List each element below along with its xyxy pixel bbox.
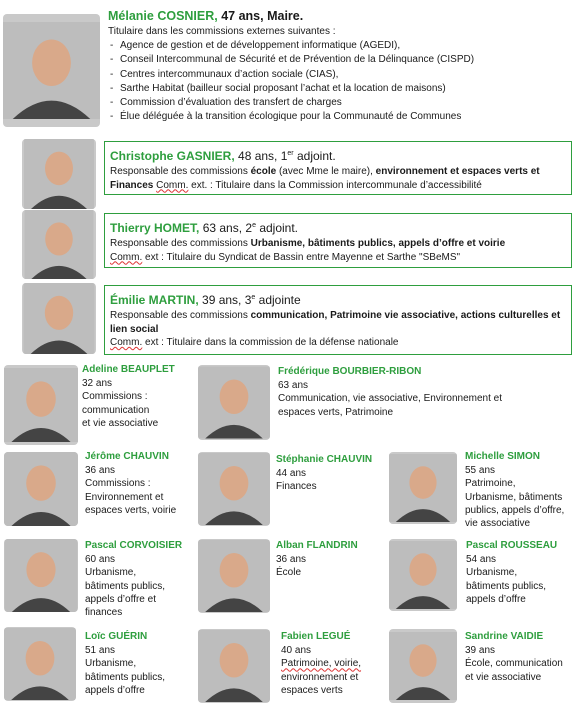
text: Environnement et (85, 491, 164, 503)
text: Urbanisme, (85, 658, 137, 670)
text: ext : Titulaire dans la commission de la défense nationale (142, 337, 399, 348)
text: Commissions : (82, 391, 148, 403)
mayor-photo (3, 14, 100, 127)
text: Responsable des commissions (110, 238, 251, 249)
text: Urbanisme, (85, 567, 137, 579)
text: Urbanisme, (466, 567, 518, 579)
adjoint-1-sup: er (287, 150, 294, 157)
list-item: - Sarthe Habitat (bailleur social proposant l’achat et la location de maisons) (120, 82, 578, 96)
councillor-photo (198, 365, 270, 440)
councillor-info (281, 630, 391, 697)
councillor-info (85, 539, 195, 619)
councillor-name: Jérôme CHAUVIN (85, 451, 169, 462)
text: 55 ans (465, 465, 496, 476)
text: Responsable des commissions (110, 310, 251, 321)
councillor-name: Frédérique BOURBIER-RIBON (278, 366, 422, 377)
text: 54 ans (466, 554, 497, 565)
councillor-name: Adeline BEAUPLET (82, 364, 175, 375)
councillor-name: Loïc GUÉRIN (85, 631, 148, 642)
text: communication, Patrimoine vie associative, actions culturelles et lien social (110, 310, 561, 335)
councillor-photo (4, 452, 78, 526)
text: appels d’offre (85, 684, 145, 696)
text: bâtiments publics, (85, 580, 166, 592)
mayor-commission-list (108, 39, 578, 124)
councillor-name: Sandrine VAIDIE (465, 631, 544, 642)
text: 40 ans (281, 645, 312, 656)
text: ext. : Titulaire dans la Commission intercommunale d’accessibilité (188, 179, 482, 191)
text: finances (85, 607, 123, 619)
text: bâtiments publics, (85, 671, 166, 683)
list-item: - Commission d’évaluation des transfert de charges (120, 96, 578, 110)
text: 51 ans (85, 645, 116, 656)
text: Patrimoine, (465, 478, 516, 490)
text: Comm. (110, 337, 143, 348)
councillor-info (85, 450, 195, 517)
list-item: - Conseil Intercommunal de Sécurité et de Prévention de la Délinquance (CISPD) (120, 53, 578, 67)
list-item: - Agence de gestion et de développement informatique (AGEDI), (120, 39, 578, 53)
councillor-info (276, 453, 386, 494)
text: 36 ans (276, 554, 307, 565)
text: appels d’offre et (85, 593, 156, 605)
councillor-info (466, 539, 578, 606)
text: communication (82, 404, 150, 416)
councillor-photo (198, 539, 270, 613)
text: Comm. (110, 251, 143, 263)
text: école (250, 166, 277, 177)
text: 44 ans (276, 468, 307, 479)
text: Responsable des commissions (110, 166, 251, 177)
councillor-name: Alban FLANDRIN (276, 540, 358, 551)
adjoint-3-age: 39 ans, 3 (198, 293, 252, 307)
adjoint-2-photo (22, 210, 96, 279)
councillor-name: Fabien LEGUÉ (281, 631, 351, 642)
councillor-name: Michelle SIMON (465, 451, 541, 462)
text: École, communication (465, 658, 563, 670)
text: publics, appels d’offre, (465, 504, 565, 516)
text: espaces verts, Patrimoine (278, 406, 394, 418)
text: École (276, 567, 302, 579)
councillor-photo (389, 539, 457, 611)
councillor-photo (198, 452, 270, 526)
text: ext : Titulaire du Syndicat de Bassin entre Mayenne et Sarthe "SBeMS" (142, 251, 461, 263)
list-item: - Élue déléguée à la transition écologique pour la Communauté de Communes (120, 110, 578, 124)
councillor-info (276, 539, 386, 580)
text: espaces verts (281, 684, 343, 696)
text: Commissions : (85, 478, 151, 490)
text: vie associative (465, 518, 531, 530)
adjoint-1-age: 48 ans, 1 (234, 149, 288, 163)
adjoint-3-name: Émilie MARTIN, (110, 293, 199, 307)
adjoint-2-age: 63 ans, 2 (199, 221, 253, 235)
councillor-name: Pascal ROUSSEAU (466, 540, 558, 551)
list-item: - Centres intercommunaux d’action sociale (CIAS), (120, 68, 578, 82)
text: (avec Mme le maire), (276, 166, 376, 177)
text: Communication, vie associative, Environnement et (278, 393, 502, 405)
councillor-photo (4, 365, 78, 445)
councillor-photo (389, 452, 457, 524)
councillor-info (465, 450, 577, 530)
councillor-photo (4, 539, 78, 612)
text: Urbanisme, bâtiments publics, appels d’offre et voirie (250, 238, 506, 249)
adjoint-3-photo (22, 283, 96, 354)
adjoint-3-box (104, 285, 572, 355)
adjoint-2-role: adjoint. (255, 221, 299, 235)
text: bâtiments publics, (466, 580, 547, 592)
text: 60 ans (85, 554, 116, 565)
adjoint-2-box (104, 213, 572, 268)
mayor-info (108, 8, 578, 124)
adjoint-2-name: Thierry HOMET, (110, 221, 200, 235)
councillor-info (278, 365, 568, 419)
text: espaces verts, voirie (85, 504, 177, 516)
councillor-photo (4, 627, 76, 701)
adjoint-1-name: Christophe GASNIER, (110, 149, 235, 163)
text: Comm. (156, 179, 189, 191)
adjoint-2-sup: e (252, 222, 256, 229)
text: Urbanisme, bâtiments (465, 491, 563, 503)
text: environnement et espaces verts et Finances (110, 166, 540, 191)
text: et vie associative (465, 671, 542, 683)
mayor-intro: Titulaire dans les commissions externes suivantes : (108, 26, 336, 37)
councillor-photo (389, 629, 457, 703)
mayor-age-role: 47 ans, Maire. (217, 9, 304, 23)
councillor-info (85, 630, 195, 697)
councillor-info (465, 630, 579, 684)
text: 32 ans (82, 378, 113, 389)
adjoint-1-role: adjoint. (293, 149, 336, 163)
adjoint-3-role: adjointe (255, 293, 301, 307)
adjoint-1-box (104, 141, 572, 195)
councillor-name: Stéphanie CHAUVIN (276, 454, 373, 465)
text: 36 ans (85, 465, 116, 476)
text: Finances (276, 481, 317, 493)
text: 63 ans (278, 380, 309, 391)
text: Patrimoine, voirie, (281, 658, 362, 670)
adjoint-1-photo (22, 139, 96, 209)
text: et vie associative (82, 417, 159, 429)
text: appels d’offre (466, 593, 526, 605)
councillor-photo (198, 629, 270, 703)
councillor-name: Pascal CORVOISIER (85, 540, 183, 551)
adjoint-3-sup: e (251, 294, 256, 301)
councillor-info (82, 363, 192, 430)
text: environnement et (281, 671, 359, 683)
mayor-name: Mélanie COSNIER, (108, 9, 218, 23)
text: 39 ans (465, 645, 496, 656)
